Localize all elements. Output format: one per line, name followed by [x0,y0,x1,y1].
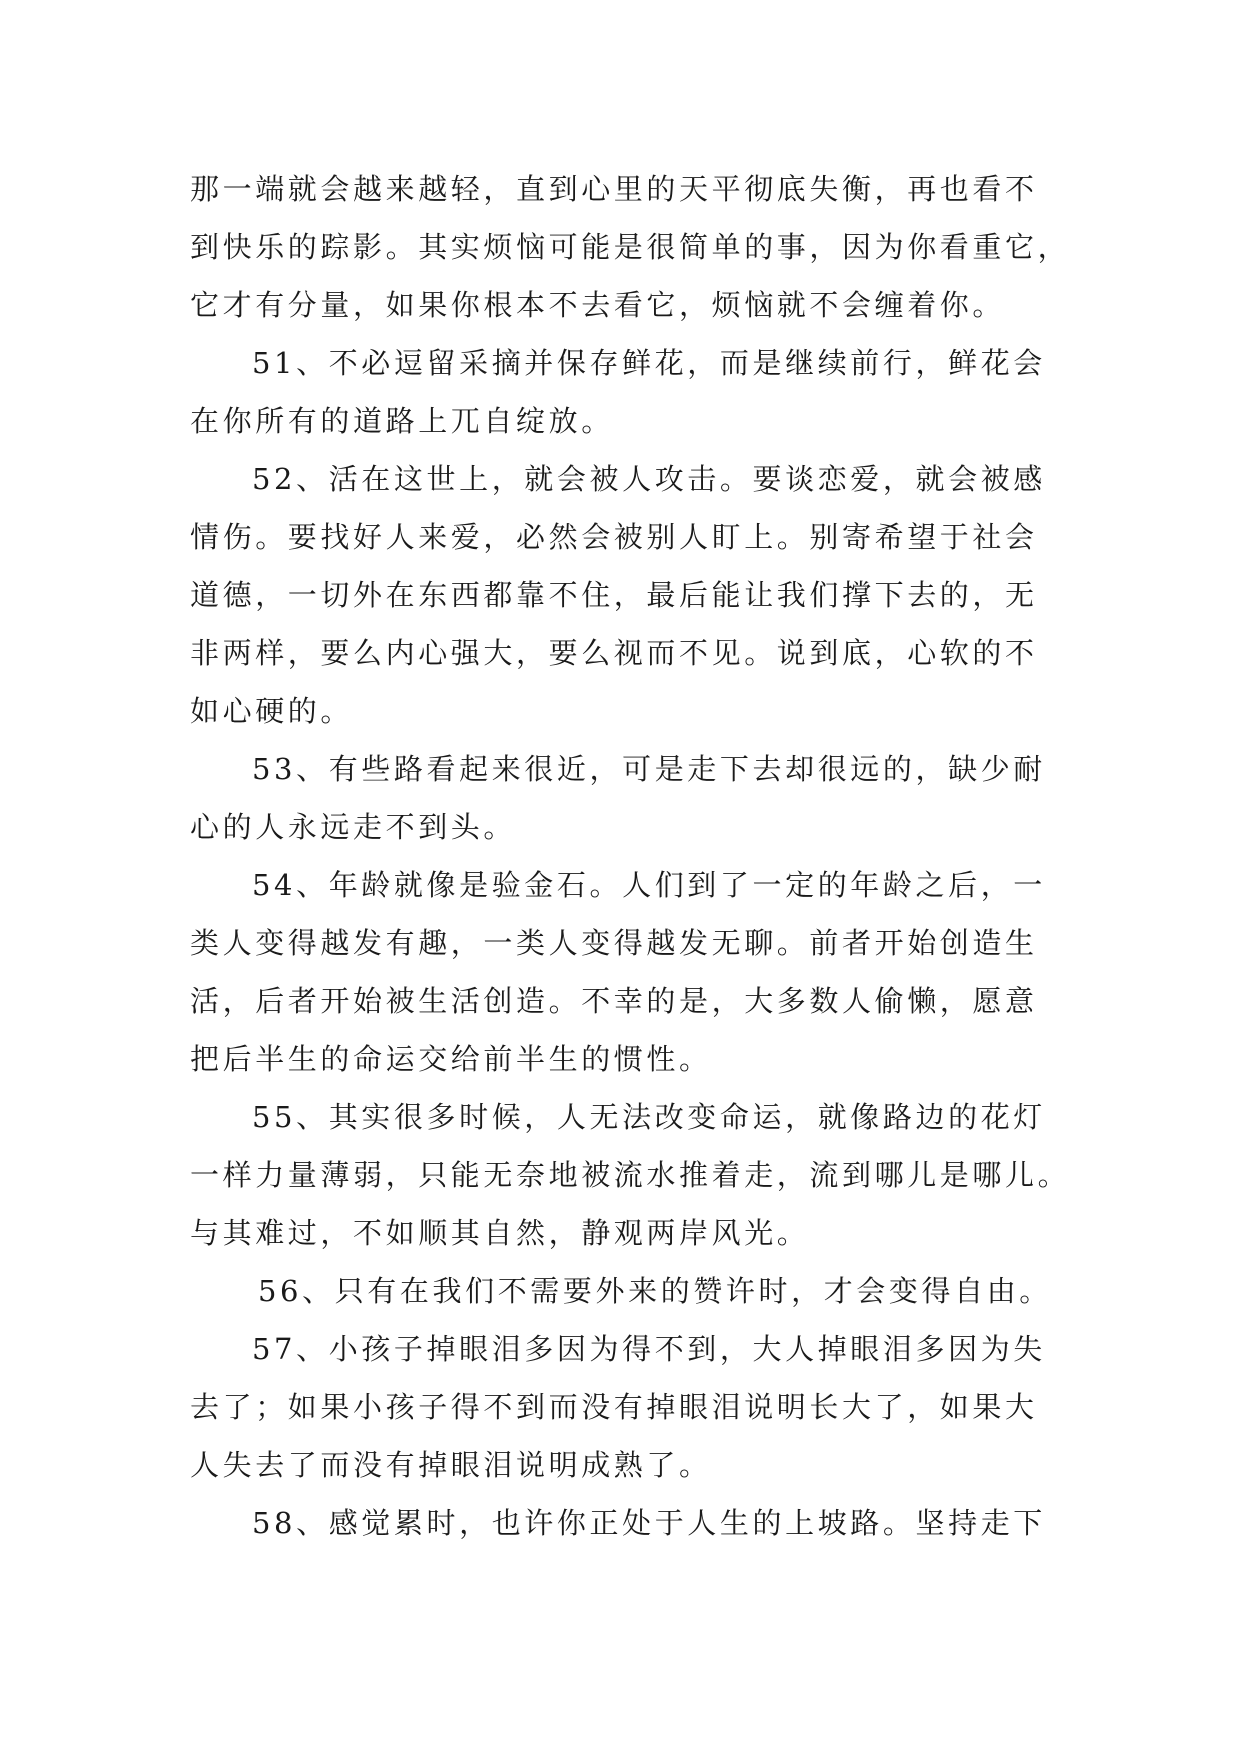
paragraph-58-start: 58、感觉累时，也许你正处于人生的上坡路。坚持走下 [252,1506,1046,1540]
text-line: 它才有分量，如果你根本不去看它，烦恼就不会缠着你。 [190,288,1006,322]
paragraph-54-start: 54、年龄就像是验金石。人们到了一定的年龄之后，一 [252,868,1046,902]
text-line: 一样力量薄弱，只能无奈地被流水推着走，流到哪儿是哪儿。 [190,1158,1071,1192]
paragraph-55-start: 55、其实很多时候，人无法改变命运，就像路边的花灯 [252,1100,1046,1134]
document-body [190,160,1071,1552]
text-line: 去了；如果小孩子得不到而没有掉眼泪说明长大了，如果大 [190,1390,1038,1424]
text-line: 情伤。要找好人来爱，必然会被别人盯上。别寄希望于社会 [190,520,1038,554]
text-line: 在你所有的道路上兀自绽放。 [190,404,614,438]
text-line: 活，后者开始被生活创造。不幸的是，大多数人偷懒，愿意 [190,984,1038,1018]
text-line: 心的人永远走不到头。 [190,810,517,844]
paragraph-56-start: 56、只有在我们不需要外来的赞许时，才会变得自由。 [258,1274,1052,1308]
paragraph-51-start: 51、不必逗留采摘并保存鲜花，而是继续前行，鲜花会 [252,346,1046,380]
text-line: 把后半生的命运交给前半生的惯性。 [190,1042,712,1076]
paragraph-57-start: 57、小孩子掉眼泪多因为得不到，大人掉眼泪多因为失 [252,1332,1046,1366]
text-line: 到快乐的踪影。其实烦恼可能是很简单的事，因为你看重它， [190,230,1071,264]
text-line: 非两样，要么内心强大，要么视而不见。说到底，心软的不 [190,636,1038,670]
text-line: 那一端就会越来越轻，直到心里的天平彻底失衡，再也看不 [190,172,1038,206]
paragraph-53-start: 53、有些路看起来很近，可是走下去却很远的，缺少耐 [252,752,1046,786]
text-line: 道德，一切外在东西都靠不住，最后能让我们撑下去的，无 [190,578,1038,612]
text-line: 人失去了而没有掉眼泪说明成熟了。 [190,1448,712,1482]
text-line: 与其难过，不如顺其自然，静观两岸风光。 [190,1216,810,1250]
text-line: 如心硬的。 [190,694,354,728]
paragraph-52-start: 52、活在这世上，就会被人攻击。要谈恋爱，就会被感 [252,462,1046,496]
text-line: 类人变得越发有趣，一类人变得越发无聊。前者开始创造生 [190,926,1038,960]
